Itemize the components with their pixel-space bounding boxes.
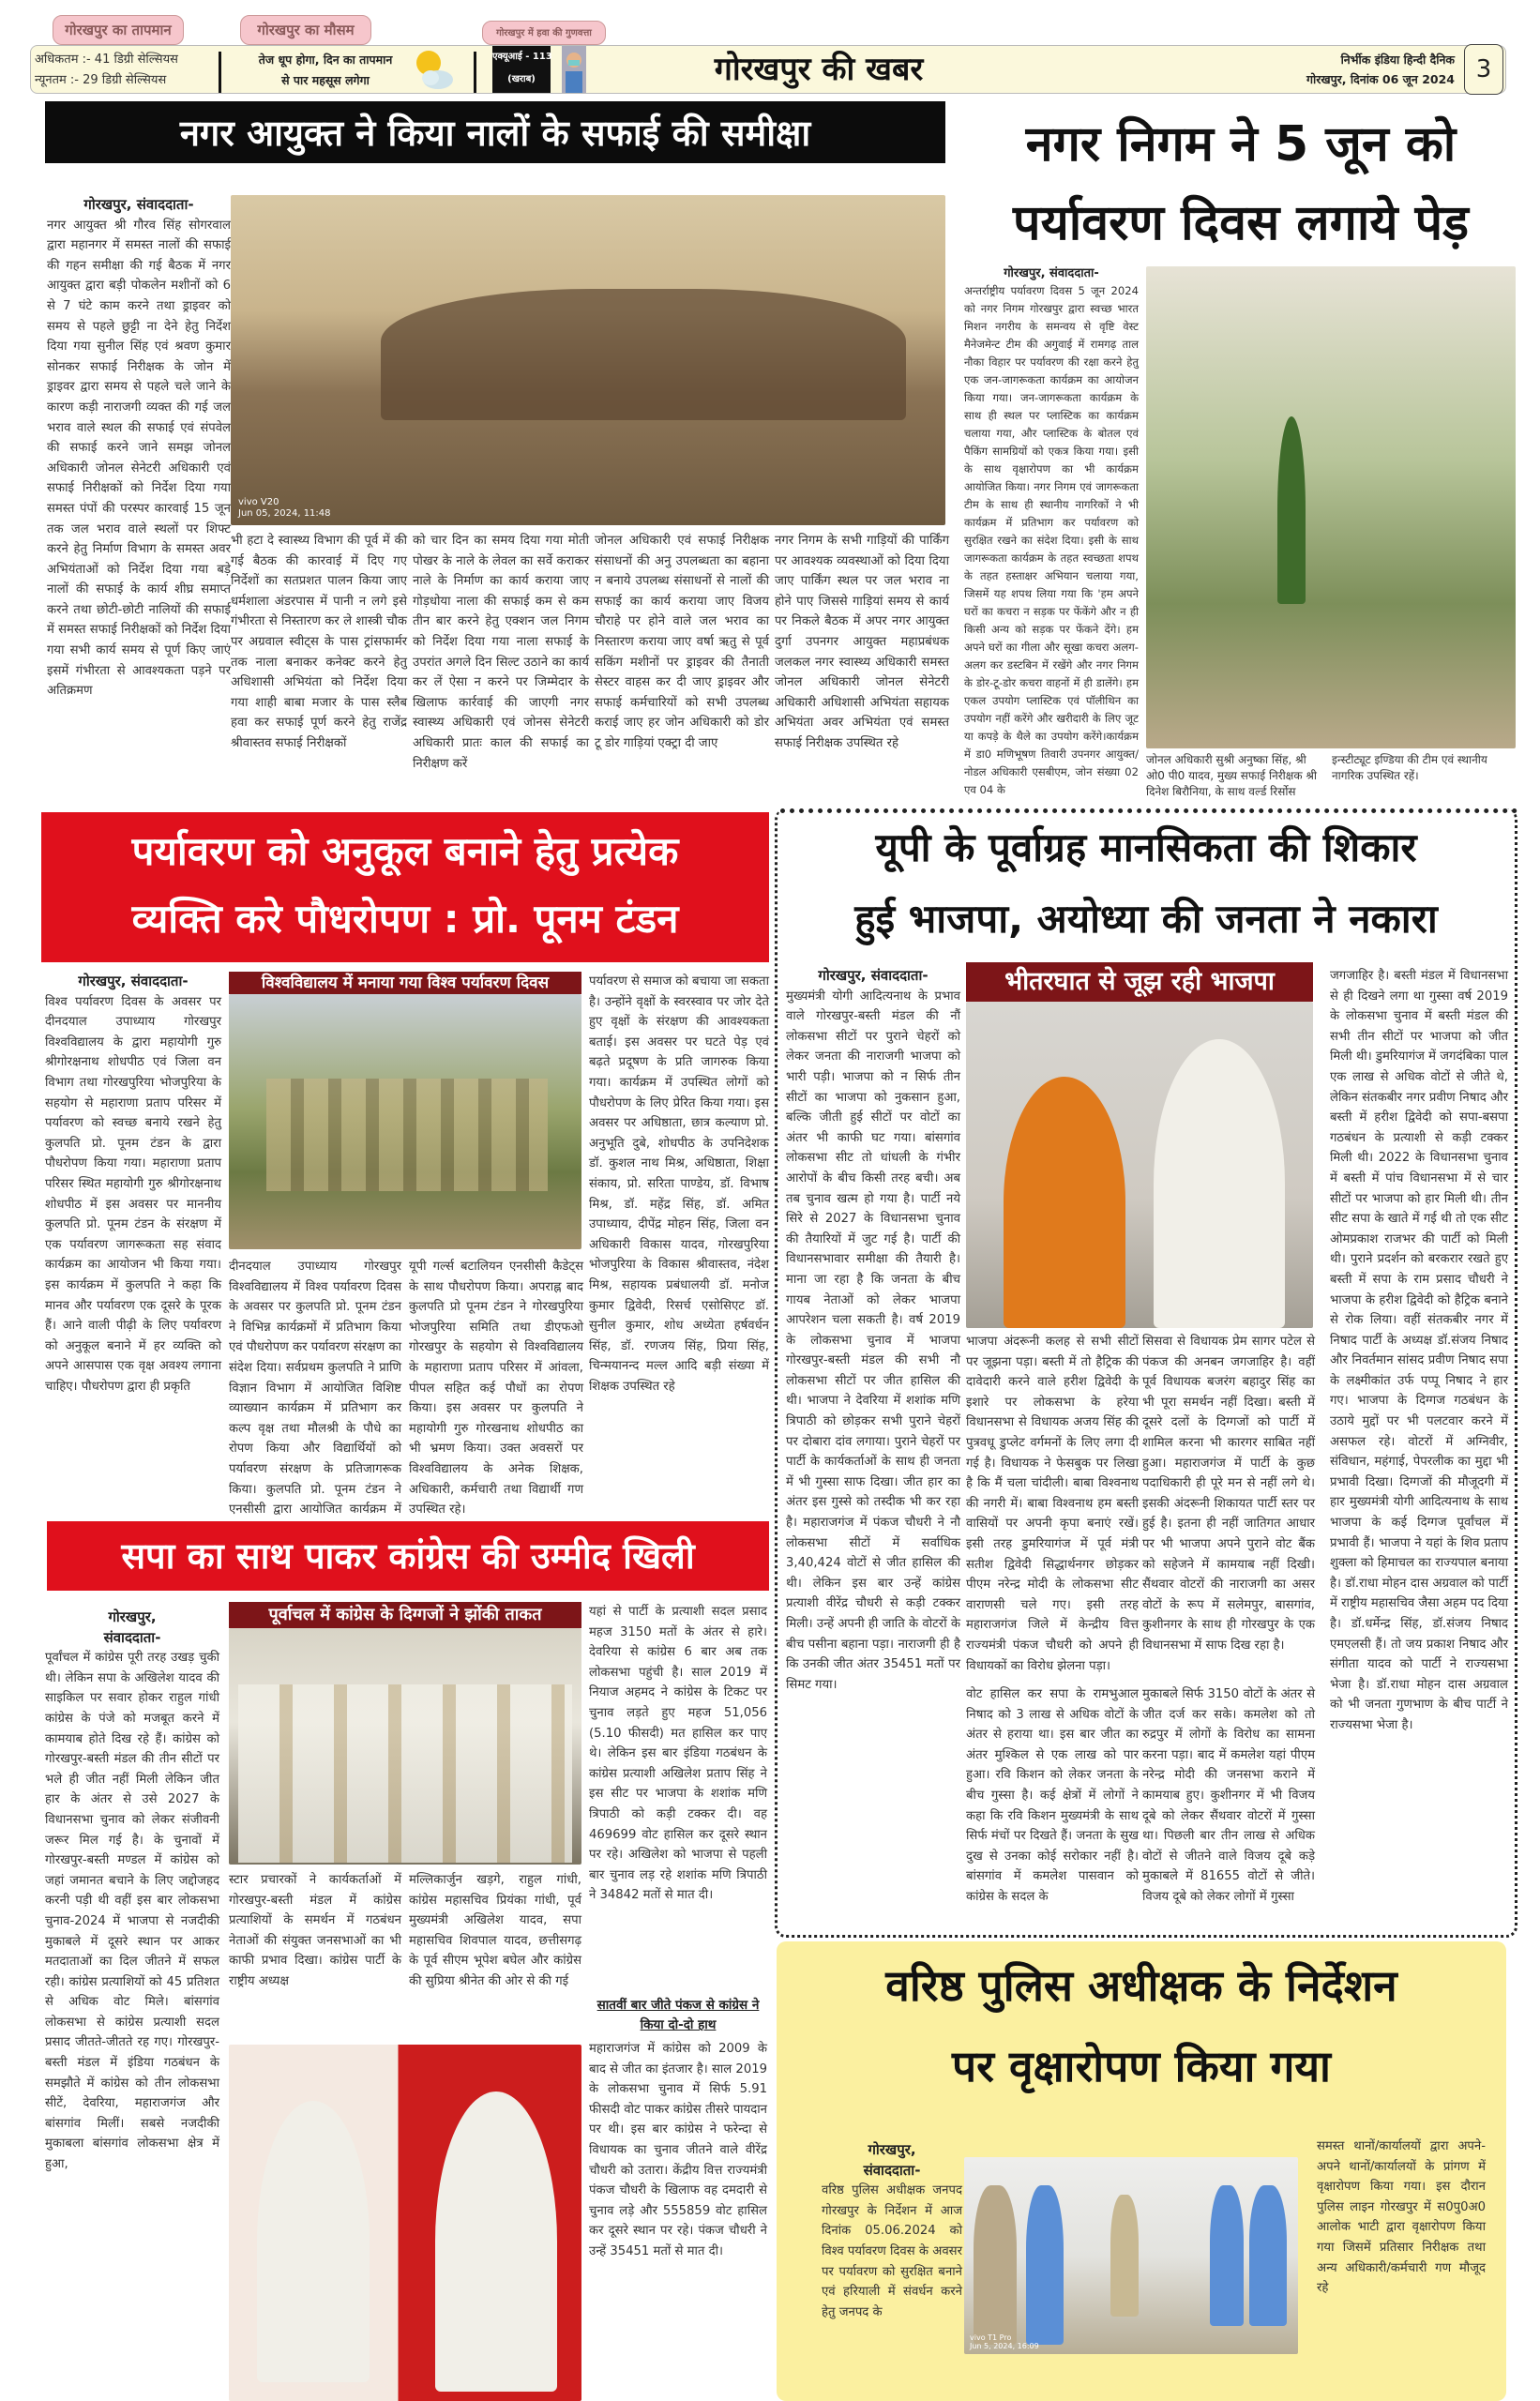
person-saffron: [1004, 1077, 1125, 1328]
article1-text-3: को चार दिन का समय दिया गया मोती पोखर के नाले के लेवल का सर्वे कराकर नाले के निर्माण का कार्य कराया जाए गोड़धोया नाला की सफाई कम से कम तीन बार करने हेतु एक्शन जल निगम को निर्देश दिया गया नाला सफाई के उपरांत अगले दिन सिल्ट उठाने का कार्य कर लें ऐसा न करने पर जिम्मेदार के खिलाफ कार्रवाई की जाएगी नगर स्वास्थ्य अधिकारी एवं जोनस सेनेटरी अधिकारी प्रातः काल की सफाई का निरीक्षण करें: [413, 534, 589, 771]
paper-name: निर्भीक इंडिया हिन्दी दैनिक: [1340, 53, 1455, 67]
min-temperature: न्यूनतम :- 29 डिग्री सेल्सियस: [35, 73, 167, 87]
weather-forecast: [232, 50, 419, 91]
article6-dateline-2: संवाददाता-: [863, 2161, 921, 2179]
mask-person-icon: [562, 46, 586, 93]
officer-2: [1026, 2185, 1064, 2345]
article3-text-1: विश्व पर्यावरण दिवस के अवसर पर दीनदयाल उपाध्याय गोरखपुर विश्वविद्यालय के द्वारा महायोगी गुरु श्रीगोरक्षनाथ शोधपीठ एवं जिला वन विभाग तथा गोरखपुरिया भोजपुरिया के सहयोग से महाराणा प्रताप परिसर में पर्यावरण को स्वच्छ बनाये रखने हेतु कुलपति प्रो. पूनम टंडन के द्वारा पौधरोपण किया गया। महाराणा प्रताप परिसर स्थित महायोगी गुरु श्रीगोरक्षनाथ शोधपीठ में इस अवसर पर माननीय कुलपति प्रो. पूनम टंडन के संरक्षण में एक पर्यावरण जागरूकता सह संवाद कार्यक्रम का आयोजन भी किया गया। इस कार्यक्रम में कुलपति ने कहा कि मानव और पर्यावरण एक दूसरे के पूरक हैं। आने वाली पीढ़ी के लिए पर्यावरण को अनुकूल बनाने में हर व्यक्ति को अपने आसपास एक वृक्ष अवश्य लगाना चाहिए। पौधरोपण द्वारा ही प्रकृति: [45, 994, 221, 1394]
article5-column-1: [45, 1608, 219, 2401]
aqi-tab-label: गोरखपुर में हवा की गुणवत्ता: [496, 28, 592, 38]
article3-headline-line-2: व्यक्ति करे पौधरोपण : प्रो. पूनम टंडन: [131, 896, 679, 942]
page-number: 3: [1464, 44, 1503, 95]
article1-text-2: भी हटा दे स्वास्थ्य विभाग की पूर्व में की गई बैठक की कारवाई में दिए गए निर्देशों का सतप्रशत पालन किया जाए धर्मशाला अंडरपास में पानी न लगे इसे गंभीरता से निस्तारण कर ले शास्त्री चौक पर अग्रवाल स्वीट्स के पास ट्रांसफार्मर तक नाला बनाकर कनेक्ट करने हेतु अधिशासी अभियंता को निर्देश दिया गया शाही बाबा मजार के पास स्लैब हवा कर सफाई पूर्ण करने हेतु राजेंद्र श्रीवास्तव सफाई निरीक्षकों: [231, 534, 407, 750]
weather-tab: [240, 15, 371, 45]
sapling: [1277, 416, 1306, 604]
article5-text-4b: महाराजगंज में कांग्रेस को 2009 के बाद से जीत का इंतजार है। साल 2019 के लोकसभा चुनाव में सिर्फ 5.91 फीसदी वोट पाकर कांग्रेस तीसरे पायदान पर थी। इस बार कांग्रेस ने फरेन्दा से विधायक का चुनाव जीतने वाले वीरेंद्र चौधरी को उतारा। केंद्रीय वित्त राज्यमंत्री पंकज चौधरी के खिलाफ वह दमदारी से चुनाव लड़े और 555859 वोट हासिल कर दूसरे स्थान पर रहे। पंकज चौधरी ने उन्हें 35451 मतों से मात दी।: [589, 2042, 767, 2258]
aqi-badge: [492, 46, 551, 93]
article3-headline: [41, 812, 769, 962]
article3-headline-line-1: पर्यावरण को अनुकूल बनाने हेतु प्रत्येक: [131, 828, 679, 874]
article5-photo-banner: पूर्वाचल में कांग्रेस के दिग्गजों ने झोंकी ताकत: [229, 1602, 581, 1628]
article1-text-5: नगर निगम के सभी गाड़ियों की पार्किंग पर आवश्यक व्यवस्थाओं को दिया दिया जाए पार्किंग स्थल पर जल भराव ना होने पाए जिससे गाड़ियां समय से कार्य पर निकले बैठक में अपर नगर आयुक्त दुर्गा उपनगर आयुक्त महाप्रबंधक जलकल नगर स्वास्थ्य अधिकारी समस्त जोनल अधिकारी जोनल सेनेटरी अधिकारी अधिशासी अभियंता सहायक अभियंता अवर अभियंता एवं समस्त सफाई निरीक्षक उपस्थित रहे: [775, 534, 949, 750]
article2-headline-line-1: नगर निगम ने 5 जून को: [1025, 116, 1457, 173]
article2-caption-1: जोनल अधिकारी सुश्री अनुष्का सिंह, श्री ओ0 पी0 यादव, मुख्य सफाई निरीक्षक श्री दिनेश बिरौनिया, के साथ वर्ल्ड रिर्सोस: [1146, 753, 1318, 798]
article5-headline: सपा का साथ पाकर कांग्रेस की उम्मीद खिली: [47, 1521, 769, 1591]
article2-text: अन्तर्राष्ट्रीय पर्यावरण दिवस 5 जून 2024 को नगर निगम गोरखपुर द्वारा स्वच्छ भारत मिशन नगरीय के समन्वय से वृष्टि वेस्ट मैनेजमेन्ट टीम की अगुवाई में रामगढ़ ताल नौका विहार पर पर्यावरण की रक्षा करने हेतु एक जन-जागरूकता कार्यक्रम का आयोजन किया गया। जन-जागरूकता कार्यक्रम के साथ ही स्थल पर प्लास्टिक का कार्यक्रम चलाया गया, और प्लास्टिक के बोतल एवं पैकिंग सामग्रियों को एकत्र किया गया। इसी के साथ वृक्षारोपण का भी कार्यक्रम आयोजित किया। नगर निगम एवं जागरूकता टीम के साथ ही स्थानीय नागरिकों ने भी कार्यक्रम में प्रतिभाग कर पर्यावरण को सुरक्षित रखने का संदेश दिया। इसी के साथ जागरूकता कार्यक्रम के तहत स्वच्छता शपथ के तहत हस्ताक्षर अभियान चलाया गया, जिसमें यह शपथ लिया गया कि 'हम अपने घरों का कचरा न सड़क पर फेंकेंगे और न ही किसी अन्य को सड़क पर फेंकने देंगे। हम अपने घरों का गीला और सूखा कचरा अलग-अलग कर डस्टबिन में रखेंगे और नगर निगम के डोर-टू-डोर कचरा वाहनों में ही डालेंगे। हम एकल उपयोग प्लास्टिक एवं पॉलीथिन का उपयोग नहीं करेंगे और खरीदारी के लिए जूट या कपड़े के थैले का उपयोग करेंगे।कार्यक्रम में डा0 मणिभूषण तिवारी उपनगर आयुक्त/नोडल अधिकारी एसबीएम, जोन संख्या 02 एव 04 के: [964, 284, 1139, 796]
article1-dateline: गोरखपुर, संवाददाता-: [83, 196, 194, 213]
article4-dateline: गोरखपुर, संवाददाता-: [818, 967, 929, 984]
article1-meeting-photo: [231, 195, 945, 525]
article3-university-photo: [229, 994, 581, 1249]
article3-text-2: दीनदयाल उपाध्याय गोरखपुर विश्वविद्यालय में विश्व पर्यावरण दिवस के अवसर पर कुलपति प्रो. पूनम टंडन ने विभिन्न कार्यक्रमों में प्रतिभाग किया एवं पौधरोपण कर पर्यावरण संरक्षण का संदेश दिया। सर्वप्रथम कुलपति ने प्राणि विज्ञान विभाग में आयोजित विशिष्ट व्याख्यान कार्यक्रम में प्रतिभाग कर कल्प वृक्ष तथा मौलश्री के पौधे का रोपण किया और विद्यार्थियों को पर्यावरण संरक्षण के प्रतिजागरूक किया। कुलपति प्रो. पूनम टंडन ने एनसीसी द्वारा आयोजित कार्यक्रम में: [229, 1260, 401, 1518]
article6-text-2: समस्त थानों/कार्यालयों द्वारा अपने-अपने थानों/कार्यालयों के प्रांगण में वृक्षारोपण किया गया। इस दौरान पुलिस लाइन गोरखपुर में स0पु0अ0 आलोक भाटी द्वारा वृक्षारोपण किया गया जिसमें प्रतिसार निरीक्षक तथा अन्य अधिकारी/कर्मचारी गण मौजूद रहे: [1317, 2139, 1486, 2296]
article2-dateline: गोरखपुर, संवाददाता-: [1004, 266, 1099, 280]
article5-text-2: स्टार प्रचारकों ने कार्यकर्ताओं में गोरखपुर-बस्ती मंडल में कांग्रेस प्रत्याशियों के समर्थन में गठबंधन नेताओं की संयुक्त जनसभाओं का भी काफी प्रभाव दिखा। कांग्रेस पार्टी के राष्ट्रीय अध्यक्ष: [229, 1873, 401, 1988]
aqi-tab: [482, 21, 606, 45]
article5-text-4a: यहां से पार्टी के प्रत्याशी सदल प्रसाद महज 3150 मतों के अंतर से हारे। देवरिया से कांग्रेस 6 बार अब तक लोकसभा पहुंची है। साल 2019 में नियाज अहमद ने कांग्रेस के टिकट पर चुनाव लड़ते हुए महज 51,056 (5.10 फीसदी) मत हासिल कर पाए थे। लेकिन इस बार इंडिया गठबंधन के कांग्रेस प्रत्याशी अखिलेश प्रताप सिंह ने इस सीट पर भाजपा के शशांक मणि त्रिपाठी को कड़ी टक्कर दी। वह 469699 वोट हासिल कर दूसरे स्थान पर रहे। अखिलेश को भाजपा से पहली बार चुनाव लड़ रहे शशांक मणि त्रिपाठी ने 34842 मतों से मात दी।: [589, 1605, 767, 1903]
conference-table: [381, 289, 906, 420]
weather-line-1: तेज धूप होगा, दिन का तापमान: [258, 53, 393, 67]
arrow-divider: [219, 52, 221, 93]
weather-line-2: से पार महसूस लगेगा: [281, 73, 370, 87]
article4-headline: [782, 812, 1510, 955]
ncc-cadets: [266, 1079, 548, 1191]
temperature-tab-label: गोरखपुर का तापमान: [65, 22, 172, 38]
aqi-status: (खराब): [507, 74, 536, 84]
max-temperature: अधिकतम :- 41 डिग्री सेल्सियस: [35, 53, 178, 67]
officer-4: [1210, 2185, 1244, 2326]
article4-text-4: जगजाहिर है। बस्ती मंडल में विधानसभा से ही दिखने लगा था गुस्सा वर्ष 2019 के लोकसभा चुनाव में बस्ती मंडल की सभी तीन सीटों पर भाजपा को जीत मिली थी। डुमरियागंज में जगदंबिका पाल एक लाख से अधिक वोटों से जीते थे, लेकिन संतकबीर नगर प्रवीण निषाद और बस्ती में हरीश द्विवेदी को सपा-बसपा गठबंधन के प्रत्याशी से कड़ी टक्कर मिली थी। 2022 के विधानसभा चुनाव में बस्ती में पांच विधानसभा में से चार सीटों पर भाजपा को हार मिली थी। तीन सीट सपा के खाते में गई थी तो एक सीट ओमप्रकाश राजभर की पार्टी को मिली थी। पुराने प्रदर्शन को बरकरार रखते हुए बस्ती में सपा के राम प्रसाद चौधरी ने भाजपा के हरीश द्विवेदी को हैट्रिक बनाने से रोक लिया। वहीं संतकबीर नगर में निषाद पार्टी के अध्यक्ष डॉ.संजय निषाद और निवर्तमान सांसद प्रवीण निषाद सपा के लक्ष्मीकांत उर्फ पप्पू निषाद ने हार गए। भाजपा के दिग्गज गठबंधन के उठाये मुद्दों पर भी पलटवार करने में असफल रहे। वोटरों में अग्निवीर, संविधान, महंगाई, पेपरलीक का मुद्दा भी प्रभावी दिखा। दिग्गजों की मौजूदगी में हार मुख्यमंत्री योगी आदित्यनाथ के साथ भाजपा के कई दिग्गज पूर्वांचल में प्रभावी हैं। भाजपा ने यहां के शिव प्रताप शुक्ला को हिमाचल का राज्यपाल बनाया है। डॉ.राधा मोहन दास अग्रवाल को पार्टी में राष्ट्रीय महासचिव जैसा अहम पद दिया है। डॉ.धर्मेन्द्र सिंह, डॉ.संजय निषाद एमएलसी हैं। तो जय प्रकाश निषाद और संगीता यादव को पार्टी ने राज्यसभा भेजा है। डॉ.राधा मोहन दास अग्रवाल को भी जनता गुणभाण के बीच पार्टी ने राज्यसभा भेजा है।: [1330, 969, 1509, 1732]
article6-column-1: [822, 2140, 962, 2393]
article6-dateline-1: गोरखपुर,: [868, 2141, 916, 2158]
arrow-divider-2: [474, 52, 476, 93]
article2-headline-line-2: पर्यावरण दिवस लगाये पेड़: [1013, 195, 1469, 251]
article2-body: [964, 264, 1139, 796]
article3-text-3: यूपी गर्ल्स बटालियन एनसीसी कैडेट्स के साथ पौधरोपण किया। अपराह्न बाद कुलपति प्रो पूनम टंडन ने गोरखपुरिया भोजपुरिया समिति तथा डीएफओ गोरखपुर के सहयोग से विश्वविद्यालय के महाराणा प्रताप परिसर में आंवला, पीपल सहित कई पौधों का रोपण किया। इस अवसर पर कुलपति ने महायोगी गुरु गोरखनाथ शोधपीठ का भी भ्रमण किया। उक्त अवसरों पर विश्वविद्यालय के अनेक शिक्षक, अधिकारी, कर्मचारी तथा विद्यार्थी गण उपस्थित रहे।: [409, 1260, 583, 1518]
leaders-group: [238, 1684, 572, 1863]
article5-rally-photo: [229, 1628, 581, 1865]
article1-text-4: जोनल अधिकारी एवं सफाई निरीक्षक संसाधनों की अनु उपलब्धता का बहाना न बनाये उपलब्ध संसाधनों से नालों की सफाई का कार्य कराया जाए विजय चौराहे पर होने वाले जल भराव का निस्तारण कराया जाए वर्षा ऋतु से पूर्व सकिंग मशीनों पर ड्राइवर की तैनाती सेस्टर वाहस कर दी जाए ड्राइवर और सफाई कर्मचारियों को सभी उपलब्ध कराई जाए हर जोन अधिकारी को डोर टू डोर गाड़ियां एक्ट्रा दी जाए: [595, 534, 769, 750]
article4-headline-line-1: यूपी के पूर्वाग्रह मानसिकता की शिकार: [875, 824, 1417, 870]
article5-dateline-1: गोरखपुर,: [108, 1608, 157, 1625]
article2-headline: [960, 105, 1521, 263]
aqi-value: एक्यूआई - 113: [492, 52, 552, 62]
paper-info: [1241, 50, 1455, 89]
person-white: [1154, 1039, 1285, 1328]
masthead-bar: [30, 45, 1506, 94]
article5-text-1: पूर्वांचल में कांग्रेस पूरी तरह उखड़ चुकी थी। लेकिन सपा के अखिलेश यादव की साइकिल पर सवार होकर राहुल गांधी कांग्रेस के पंजे को मजबूत करने में कामयाब होते दिख रहे हैं। कांग्रेस को गोरखपुर-बस्ती मंडल की तीन सीटों पर भले ही जीत नहीं मिली लेकिन जीत हार के अंतर से उसे 2027 के विधानसभा चुनाव को लेकर संजीवनी जरूर मिल गई है। के चुनावों में गोरखपुर-बस्ती मण्डल में कांग्रेस को जहां जमानत बचाने के लिए जद्दोजहद करनी पड़ी थी वहीं इस बार लोकसभा चुनाव-2024 में भाजपा से नजदीकी मुकाबले में दूसरे स्थान पर आकर मतदाताओं का दिल जीतने में सफल रही। कांग्रेस प्रत्याशियों को 45 प्रतिशत से अधिक वोट मिले। बांसगांव लोकसभा से कांग्रेस प्रत्याशी सदल प्रसाद जीतते-जीतते रह गए। गोरखपुर-बस्ती मंडल में इंडिया गठबंधन के समझौते में कांग्रेस को तीन लोकसभा सीटें, देवरिया, महाराजगंज और बांसगांव मिलीं। सबसे नजदीकी मुकाबला बांसगांव लोकसभा क्षेत्र में हुआ,: [45, 1651, 219, 2172]
issue-date: गोरखपुर, दिनांक 06 जून 2024: [1306, 72, 1455, 86]
article3-column-1: [45, 972, 221, 1497]
article4-text-2: भाजपा अंदरूनी कलह से सभी सीटों पर जूझना पड़ा। बस्ती में तो हैट्रिक की दावेदारी करने वाले हरीश द्विवेदी के इशारे पर लोकसभा के हरेया विधानसभा से विधायक अजय सिंह की पुत्रवधू डुप्लेट वर्गमनों के लिए लगा दी गई है। विधायक ने फेसबुक पर लिखा है कि मैं चला चांदीली। बाबा विश्वनाथ की नगरी में। बाबा विश्वनाथ हम बस्ती वासियों पर अपनी कृपा बनाएं रखें। इसी तरह डुमरियागंज में पूर्व मंत्री सतीश द्विवेदी सिद्धार्थनगर छोड़कर पीएम नरेन्द्र मोदी के लोकसभा सीट वाराणसी चले गए। इसी तरह महाराजगंज जिले में केन्द्रीय वित्त राज्यमंत्री पंकज चौधरी को अपने ही विधायकों का विरोध झेलना पड़ा।: [966, 1335, 1139, 1673]
article6-headline: [778, 1945, 1504, 2107]
article5-subhead: सातवीं बार जीते पंकज से कांग्रेस ने किया दो-दो हाथ: [596, 1998, 760, 2032]
officer-5: [1249, 2185, 1287, 2326]
weather-tab-label: गोरखपुर का मौसम: [257, 22, 355, 38]
article1-column-1: [47, 195, 231, 778]
article5-text-3: मल्लिकार्जुन खड़गे, राहुल गांधी, कांग्रेस महासचिव प्रियंका गांधी, पूर्व मुख्यमंत्री अखिलेश यादव, सपा महासचिव शिवपाल यादव, छत्तीसगढ़ के पूर्व सीएम भूपेश बघेल और कांग्रेस की सुप्रिया श्रीनेत की ओर से की गई: [409, 1873, 581, 1988]
photo-watermark: vivo V20 Jun 05, 2024, 11:48: [238, 497, 331, 519]
photo-watermark-2: vivo T1 Pro Jun 5, 2024, 16:09: [970, 2333, 1039, 2350]
temperature-readings: [35, 50, 178, 91]
temperature-tab: [53, 15, 184, 45]
officer-3: [1110, 2195, 1139, 2317]
article5-dateline-2: संवाददाता-: [103, 1628, 161, 1646]
portrait-right: [435, 2091, 557, 2392]
article1-headline: नगर आयुक्त ने किया नालों के सफाई की समीक्षा: [45, 101, 945, 163]
article3-photo-banner: विश्वविद्यालय में मनाया गया विश्व पर्यावरण दिवस: [229, 972, 581, 994]
article4-text-5: वोट हासिल कर सपा के रामभुआल निषाद को 3 लाख से अधिक वोटों के अंतर से हराया था। इस बार जीत का अंतर मुश्किल से एक लाख को पार हुआ। रवि किशन को लेकर जनता के बीच गुस्सा है। कई क्षेत्रों में लोगों ने कहा कि रवि किशन मुख्यमंत्री के साथ सिर्फ मंचों पर दिखते हैं। जनता के सुख दुख से उनका कोई सरोकार नहीं है। बांसगांव में कमलेश पासवान को कांग्रेस के सदल के: [966, 1687, 1139, 1904]
article3-dateline: गोरखपुर, संवाददाता-: [78, 973, 189, 989]
article4-text-6: मुकाबले सिर्फ 3150 वोटों के अंतर से जीत दर्ज कर सके। कमलेश को तो रुद्रपुर में लोगों के विरोध का सामना करना पड़ा। बाद में कमलेश यहां पीएम नरेन्द्र मोदी की जनसभा कराने में कामयाब हुए। कुशीनगर में भी विजय दूबे को लेकर सैंथवार वोटरों में गुस्सा था। पिछली बार तीन लाख से अधिक वोटों से जीतने वाले विजय दूबे कड़े मुकाबले में 81655 वोटों से जीते। विजय दूबे को लेकर लोगों में गुस्सा: [1142, 1687, 1315, 1904]
article4-text-1: मुख्यमंत्री योगी आदित्यनाथ के प्रभाव वाले गोरखपुर-बस्ती मंडल की नौं लोकसभा सीटों पर पुराने चेहरों को लेकर जनता की नाराजगी भाजपा को भारी पड़ी। भाजपा को न सिर्फ तीन सीटों का भाजपा को नुकसान हुआ, बल्कि जीती हुई सीटों पर वोटों का अंतर भी काफी घट गया। बांसगांव लोकसभा सीट तो धांधली के गंभीर आरोपों के बीच किसी तरह बची। अब तब चुनाव खत्म हो गया है। पार्टी नये सिरे से 2027 के विधानसभा चुनाव की तैयारियों में जुट गई है। पार्टी की विधानसभावार समीक्षा की तैयारी है। माना जा रहा है कि जनता के बीच गायब नेताओं को लेकर भाजपा आपरेशन चला सकती है। वर्ष 2019 के लोकसभा चुनाव में भाजपा गोरखपुर-बस्ती मंडल की सभी नौ लोकसभा सीटों पर जीत हासिल की थी। भाजपा ने देवरिया में शशांक मणि त्रिपाठी को छोड़कर सभी पुराने चेहरों पर दोबारा दांव लगाया। पुराने चेहरों पर पार्टी के कार्यकर्ताओं के साथ ही जनता में भी गुस्सा साफ दिखा। जीत हार का अंतर इस गुस्से को तस्दीक भी कर रहा है। महाराजगंज में पंकज चौधरी ने नौ लोकसभा सीटों में सर्वाधिक 3,40,424 वोटों से जीत हासिल की थी। लेकिन इस बार उन्हें कांग्रेस प्रत्याशी वीरेंद्र चौधरी से कड़ी टक्कर मिली। उन्हें अपनी ही जाति के वोटरों के बीच पसीना बहाना पड़ा। नाराजगी ही है कि उनकी जीत अंतर 35451 मतों पर सिमट गया।: [786, 989, 960, 1692]
article1-text-1: नगर आयुक्त श्री गौरव सिंह सोगरवाल द्वारा महानगर में समस्त नालों की सफाई की गहन समीक्षा की गई बैठक में नगर आयुक्त द्वारा बड़ी पोकलेन मशीनों को 6 से 7 घंटे काम करने तथा ड्राइवर को समय से पहले छुट्टी ना देने हेतु निर्देश दिया गया सुनील सिंह एवं श्रवण कुमार सोनकर सफाई निरीक्षक के जोन में ड्राइवर द्वारा समय से पहले चले जाने के कारण कड़ी नाराजगी व्यक्त की गई जल भराव वाले स्थल की सफाई एवं संपवेल की सफाई करने जाने समझ जोनल अधिकारी जोनल सेनेटरी अधिकारी एवं सफाई निरीक्षकों को निर्देश दिया गया समस्त पंपों की परस्पर कारवाई 15 जून तक जल भराव वाले स्थलों पर शिफ्ट करने हेतु निर्माण विभाग के समस्त अवर अभियंताओं को निर्देश दिया गया बड़े नालों की सफाई के कार्य शीघ्र समाप्त करने तथा छोटी-छोटी नालियों की सफाई में समस्त सफाई निरीक्षकों को निर्देश दिया गया सभी कार्य समय से पूर्ण किए जाएं इसमें गंभीरता से आवश्यकता पड़ने पर अतिक्रमण: [47, 218, 231, 699]
officer-1: [974, 2185, 1017, 2345]
article6-headline-line-1: वरिष्ठ पुलिस अधीक्षक के निर्देशन: [885, 1960, 1397, 2011]
sun-cloud-icon: [414, 48, 455, 91]
article6-text-1: वरिष्ठ पुलिस अधीक्षक जनपद गोरखपुर के निर्देशन में आज दिनांक 05.06.2024 को विश्व पर्यावरण दिवस के अवसर पर पर्यावरण को सुरक्षित बनाने एवं हरियाली में संवर्धन करने हेतु जनपद के: [822, 2183, 962, 2319]
article5-portraits-photo: [229, 2045, 581, 2401]
section-title: गोरखपुर की खबर: [714, 51, 924, 88]
article4-headline-line-2: हुई भाजपा, अयोध्या की जनता ने नकारा: [854, 896, 1438, 942]
portrait-left: [257, 2101, 370, 2382]
article2-plantation-photo: [1146, 266, 1516, 748]
article4-text-3: सिसवा से विधायक प्रेम सागर पटेल से पंकज की अनबन जगजाहिर है। वहीं पूर्व विधायक बजरंग बहादुर सिंह का भी पूरा समर्थन नहीं दिखा। बस्ती में दूसरे दलों के दिग्गजों को पार्टी में शामिल करना भी कारगर साबित नहीं हुआ। महाराजगंज में पार्टी के कुछ पदाधिकारी ही पूरे मन से नहीं लगे थे। इसकी अंदरूनी शिकायत पार्टी स्तर पर हुई है। इतना ही नहीं जातिगत आधार पर भी भाजपा अपने पुराने वोट बैंक को सहेजने में कामयाब नहीं दिखी। सैंथवार वोटरों की नाराजगी का असर वोटों के रूप में सलेमपुर, बासगांव, कुशीनगर के साथ ही गोरखपुर के एक विधानसभा में साफ दिख रहा है।: [1142, 1335, 1315, 1653]
article4-leaders-photo: [966, 1002, 1313, 1328]
article6-police-plantation-photo: [964, 2157, 1298, 2354]
article3-text-4: पर्यावरण से समाज को बचाया जा सकता है। उन्होंने वृक्षों के स्वरस्वाव पर जोर देते हुए वृक्षों के संरक्षण की आवश्यकता बताई। इस अवसर पर घटते पेड़ एवं बढ़ते प्रदूषण के प्रति जागरुक किया गया। कार्यक्रम में उपस्थित लोगों को पौधरोपण के लिए प्रेरित किया गया। इस अवसर पर अधिष्ठाता, छात्र कल्याण प्रो. अनुभूति दुबे, शोधपीठ के उपनिदेशक डॉ. कुशल नाथ मिश्र, अधिष्ठाता, शिक्षा संकाय, प्रो. सरिता पाण्डेय, डॉ. विभाष मिश्र, डॉ. महेंद्र सिंह, डॉ. अमित उपाध्याय, दीपेंद्र मोहन सिंह, जिला वन अधिकारी विकास यादव, गोरखपुरिया भोजपुरिया के विकास श्रीवास्तव, नंदेश मिश्र, सहायक प्रबंधालयी डॉ. मनोज कुमार द्विवेदी, रिसर्च एसोसिएट डॉ. सुनील कुमार, शोध अध्येता हर्षवर्धन सिंह, डॉ. रणजय सिंह, प्रिया सिंह, चिन्मयानन्द मल्ल आदि बड़ी संख्या में शिक्षक उपस्थित रहे: [589, 974, 769, 1394]
article4-photo-banner: भीतरघात से जूझ रही भाजपा: [966, 962, 1313, 1002]
article6-headline-line-2: पर वृक्षारोपण किया गया: [952, 2041, 1331, 2091]
article4-column-1: [786, 966, 960, 1866]
article2-caption-2: इन्स्टीट्यूट इण्डिया की टीम एवं स्थानीय नागरिक उपस्थित रहें।: [1332, 753, 1487, 782]
